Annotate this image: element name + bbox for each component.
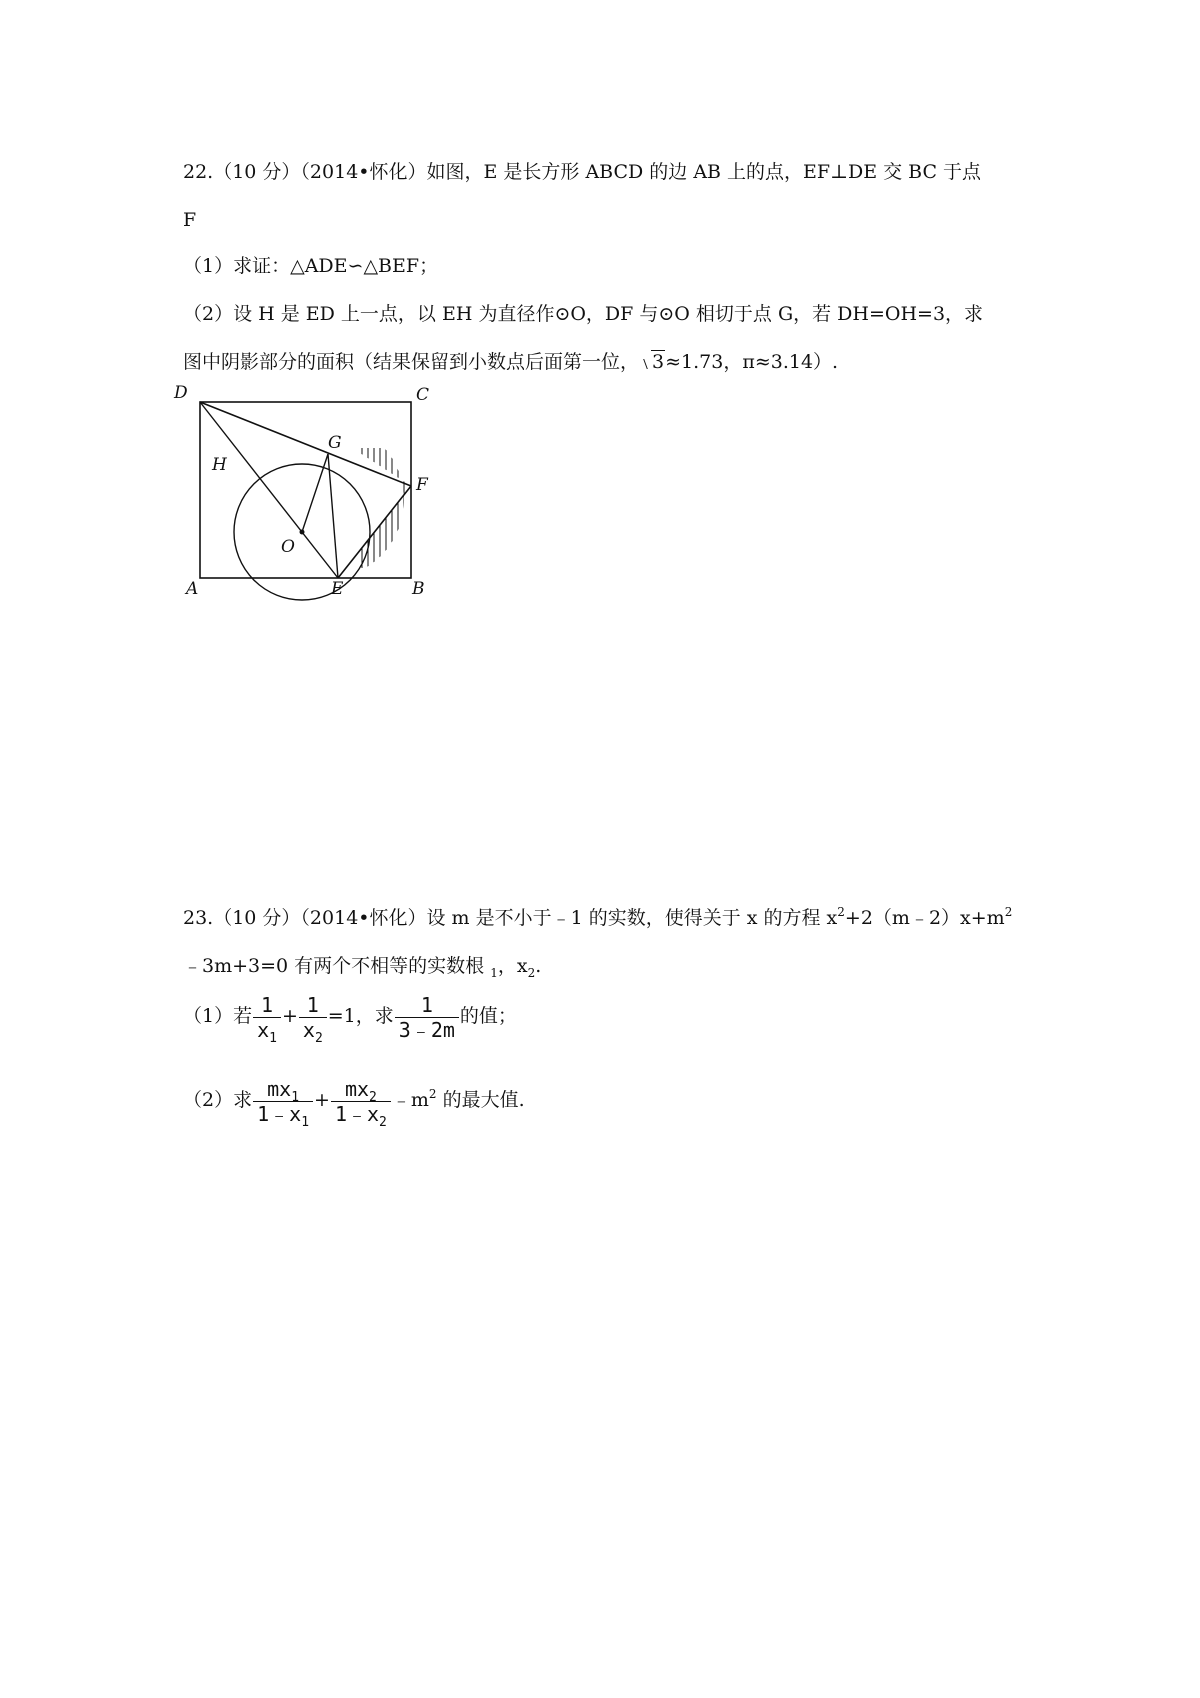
frac-den-text: x (302, 1017, 315, 1042)
fraction-mx1-over-1-x1 (253, 1076, 313, 1130)
frac-den-sub: 1 (301, 1114, 310, 1130)
q23-part1-c: 的值； (459, 1005, 517, 1027)
label-o: O (281, 537, 295, 557)
frac-den (299, 1017, 327, 1046)
segment-df (200, 402, 411, 486)
label-h: H (212, 455, 227, 475)
frac-den-text: x (257, 1017, 270, 1042)
q22-line1: 22.（10 分）（2014•怀化）如图，E 是长方形 ABCD 的边 AB 上的点，EF⊥DE 交 BC 于点 (183, 161, 982, 183)
q23-line2-a: ﹣3m+3=0 有两个不相等的实数根 (183, 955, 491, 977)
point-o (300, 530, 305, 535)
frac-den (253, 1017, 281, 1046)
q23-line2-c: . (535, 955, 542, 977)
frac-den-text: 1﹣x (257, 1101, 302, 1126)
q23-sup2: 2 (1004, 905, 1013, 919)
q23-sup1: 2 (837, 905, 845, 919)
q23-part1 (183, 986, 517, 1046)
rectangle-abcd (200, 402, 411, 578)
q22-line2: F (183, 209, 197, 231)
q23-line2-b: ，x (497, 955, 528, 977)
frac-num-sub: 1 (291, 1089, 300, 1105)
q23-sub1: 1 (490, 966, 498, 980)
q22-part2-line1: （2）设 H 是 ED 上一点，以 EH 为直径作⊙O，DF 与⊙O 相切于点 G，若 DH=OH=3，求 (183, 303, 984, 325)
frac-num-text: mx (344, 1076, 370, 1101)
label-c: C (416, 385, 430, 405)
plus-sign: + (281, 1005, 298, 1027)
plus-sign: + (314, 1089, 330, 1111)
label-d: D (174, 383, 188, 403)
label-g: G (328, 433, 342, 453)
label-b: B (412, 579, 425, 599)
q23-part2-b: ﹣m (391, 1089, 429, 1111)
frac-den-sub: 2 (379, 1114, 387, 1130)
label-a: A (186, 579, 199, 599)
q22-part2-text-a: 图中阴影部分的面积（结果保留到小数点后面第一位， (183, 351, 640, 373)
fraction-mx2-over-1-x2 (331, 1076, 391, 1130)
label-e: E (331, 579, 344, 599)
frac-num: 1 (395, 993, 459, 1018)
q23-part2 (183, 1070, 525, 1130)
fraction-1-over-x2 (299, 992, 327, 1046)
frac-den (253, 1101, 313, 1130)
frac-den-text: 1﹣x (334, 1101, 380, 1126)
frac-den (331, 1101, 391, 1130)
q23-part1-b: =1，求 (327, 1005, 394, 1027)
q23-sub2: 2 (527, 966, 536, 980)
q22-part2-line2 (183, 350, 838, 374)
frac-num: 1 (299, 993, 327, 1018)
q23-line2 (183, 954, 541, 978)
frac-num: 1 (253, 993, 281, 1018)
q23-line1-b: +2（m﹣2）x+m (844, 907, 1005, 929)
segment-ef (338, 486, 411, 578)
q23-line1 (183, 906, 1012, 930)
q23-part2-c: 的最大值. (436, 1089, 525, 1111)
sqrt-three: 3 (639, 350, 665, 374)
frac-den: 3﹣2m (398, 1017, 455, 1042)
q22-part1: （1）求证：△ADE∽△BEF； (183, 255, 439, 277)
q22-part2-text-b: ≈1.73，π≈3.14）. (665, 351, 839, 373)
q23-line1-a: 23.（10 分）（2014•怀化）设 m 是不小于﹣1 的实数，使得关于 x 的方程 x (183, 907, 838, 929)
frac-num (253, 1076, 313, 1105)
frac-num (331, 1076, 391, 1105)
fraction-1-over-x1 (253, 992, 281, 1046)
label-f: F (416, 475, 428, 495)
segment-de (200, 402, 338, 578)
frac-num-text: mx (267, 1076, 292, 1101)
shaded-region (362, 448, 404, 568)
q23-part1-a: （1）若 (183, 1005, 253, 1027)
q23-part2-sup: 2 (428, 1087, 437, 1101)
q23-part2-a: （2）求 (183, 1089, 253, 1111)
frac-num-sub: 2 (369, 1089, 377, 1105)
fraction-1-over-3-2m (395, 993, 459, 1042)
frac-den-sub: 2 (314, 1030, 323, 1046)
geometry-figure (174, 383, 430, 599)
frac-den-sub: 1 (269, 1030, 277, 1046)
